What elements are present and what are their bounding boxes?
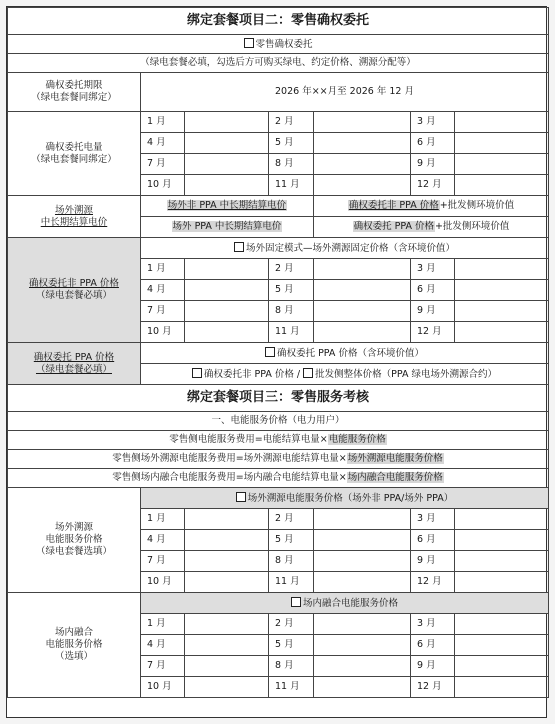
qty-cell[interactable]	[455, 154, 549, 175]
month-label: 9 月	[411, 301, 455, 322]
price-cell[interactable]	[314, 322, 411, 343]
trace-nonppa-formula: 确权委托非 PPA 价格+批发侧环境价值	[314, 196, 549, 217]
trace-ppa-price: 场外 PPA 中长期结算电价	[141, 217, 314, 238]
month-label: 2 月	[269, 614, 314, 635]
price-cell[interactable]	[455, 322, 549, 343]
section-2-title: 绑定套餐项目二：零售确权委托	[8, 8, 549, 35]
month-label: 2 月	[269, 112, 314, 133]
package-table	[7, 7, 549, 698]
price-cell[interactable]	[314, 259, 411, 280]
month-label: 7 月	[141, 656, 185, 677]
service-cell[interactable]	[455, 572, 549, 593]
nonppa-mode-row: 场外固定模式—场外溯源固定价格（含环境价值）	[141, 238, 549, 259]
service-cell[interactable]	[185, 677, 269, 698]
entrust-period-label: 确权委托期限 （绿电套餐同绑定）	[8, 73, 141, 112]
month-label: 1 月	[141, 259, 185, 280]
green-package-note: （绿电套餐必填，勾选后方可购买绿电、约定价格、溯源分配等）	[8, 54, 549, 73]
energy-service-section: 一、电能服务价格（电力用户）	[8, 412, 549, 431]
service-cell[interactable]	[314, 614, 411, 635]
formula-3: 零售侧场内融合电能服务费用=场内融合电能结算电量×场内融合电能服务价格	[8, 469, 549, 488]
month-label: 4 月	[141, 280, 185, 301]
price-cell[interactable]	[455, 280, 549, 301]
price-cell[interactable]	[185, 280, 269, 301]
month-label: 9 月	[411, 656, 455, 677]
infield-service-checkbox[interactable]	[291, 597, 301, 607]
service-cell[interactable]	[314, 509, 411, 530]
month-label: 10 月	[141, 572, 185, 593]
qty-cell[interactable]	[314, 175, 411, 196]
month-label: 11 月	[269, 322, 314, 343]
outfield-service-checkbox[interactable]	[236, 492, 246, 502]
month-label: 12 月	[411, 572, 455, 593]
service-cell[interactable]	[314, 572, 411, 593]
service-cell[interactable]	[185, 509, 269, 530]
trace-nonppa-price: 场外非 PPA 中长期结算电价	[141, 196, 314, 217]
month-label: 2 月	[269, 259, 314, 280]
service-cell[interactable]	[455, 635, 549, 656]
month-label: 11 月	[269, 677, 314, 698]
month-label: 5 月	[269, 133, 314, 154]
month-label: 12 月	[411, 175, 455, 196]
service-cell[interactable]	[455, 677, 549, 698]
service-cell[interactable]	[314, 677, 411, 698]
month-label: 8 月	[269, 154, 314, 175]
ppa-price-row: 确权委托 PPA 价格（含环境价值）	[141, 343, 549, 364]
qty-cell[interactable]	[185, 175, 269, 196]
qty-cell[interactable]	[455, 133, 549, 154]
month-label: 7 月	[141, 154, 185, 175]
month-label: 11 月	[269, 175, 314, 196]
retail-entrust-checkbox[interactable]	[244, 38, 254, 48]
trace-ppa-formula: 确权委托 PPA 价格+批发侧环境价值	[314, 217, 549, 238]
month-label: 7 月	[141, 551, 185, 572]
service-cell[interactable]	[185, 614, 269, 635]
month-label: 5 月	[269, 530, 314, 551]
price-cell[interactable]	[455, 259, 549, 280]
price-cell[interactable]	[455, 301, 549, 322]
service-cell[interactable]	[185, 551, 269, 572]
month-label: 12 月	[411, 677, 455, 698]
month-label: 2 月	[269, 509, 314, 530]
formula-1: 零售侧电能服务费用=电能结算电量×电能服务价格	[8, 431, 549, 450]
service-cell[interactable]	[455, 656, 549, 677]
month-label: 4 月	[141, 635, 185, 656]
service-cell[interactable]	[455, 530, 549, 551]
ppa-nonppa-checkbox[interactable]	[192, 368, 202, 378]
service-cell[interactable]	[185, 635, 269, 656]
formula-2: 零售侧场外溯源电能服务费用=场外溯源电能结算电量×场外溯源电能服务价格	[8, 450, 549, 469]
month-label: 10 月	[141, 322, 185, 343]
price-cell[interactable]	[314, 301, 411, 322]
month-label: 5 月	[269, 280, 314, 301]
service-cell[interactable]	[185, 572, 269, 593]
qty-cell[interactable]	[455, 112, 549, 133]
outfield-service-row: 场外溯源电能服务价格（场外非 PPA/场外 PPA）	[141, 488, 549, 509]
month-label: 4 月	[141, 530, 185, 551]
month-label: 1 月	[141, 509, 185, 530]
service-cell[interactable]	[314, 635, 411, 656]
price-cell[interactable]	[185, 322, 269, 343]
service-cell[interactable]	[455, 551, 549, 572]
entrust-period-value[interactable]: 2026 年××月至 2026 年 12 月	[141, 73, 549, 112]
ppa-price-checkbox[interactable]	[265, 347, 275, 357]
month-label: 1 月	[141, 614, 185, 635]
service-cell[interactable]	[455, 614, 549, 635]
contract-sheet	[6, 6, 547, 718]
month-label: 11 月	[269, 572, 314, 593]
qty-cell[interactable]	[314, 133, 411, 154]
month-label: 9 月	[411, 551, 455, 572]
month-label: 5 月	[269, 635, 314, 656]
qty-cell[interactable]	[185, 112, 269, 133]
month-label: 1 月	[141, 112, 185, 133]
nonppa-mode-checkbox[interactable]	[234, 242, 244, 252]
entrust-qty-label: 确权委托电量 （绿电套餐同绑定）	[8, 112, 141, 196]
month-label: 8 月	[269, 656, 314, 677]
month-label: 7 月	[141, 301, 185, 322]
month-label: 12 月	[411, 322, 455, 343]
service-cell[interactable]	[314, 530, 411, 551]
service-cell[interactable]	[185, 656, 269, 677]
qty-cell[interactable]	[185, 154, 269, 175]
nonppa-price-label: 确权委托非 PPA 价格 （绿电套餐必填）	[8, 238, 141, 343]
outfield-service-label: 场外溯源 电能服务价格 （绿电套餐选填）	[8, 488, 141, 593]
service-cell[interactable]	[185, 530, 269, 551]
section-3-title: 绑定套餐项目三：零售服务考核	[8, 385, 549, 412]
ppa-wholesale-checkbox[interactable]	[303, 368, 313, 378]
month-label: 6 月	[411, 133, 455, 154]
month-label: 9 月	[411, 154, 455, 175]
month-label: 3 月	[411, 614, 455, 635]
qty-cell[interactable]	[314, 112, 411, 133]
month-label: 8 月	[269, 551, 314, 572]
trace-settlement-label: 场外溯源 中长期结算电价	[8, 196, 141, 238]
month-label: 6 月	[411, 530, 455, 551]
month-label: 10 月	[141, 677, 185, 698]
month-label: 8 月	[269, 301, 314, 322]
price-cell[interactable]	[185, 301, 269, 322]
service-cell[interactable]	[455, 509, 549, 530]
ppa-price-label: 确权委托 PPA 价格 （绿电套餐必填）	[8, 343, 141, 385]
month-label: 3 月	[411, 259, 455, 280]
service-cell[interactable]	[314, 656, 411, 677]
infield-service-label: 场内融合 电能服务价格 （选填）	[8, 593, 141, 698]
month-label: 10 月	[141, 175, 185, 196]
month-label: 6 月	[411, 635, 455, 656]
infield-service-row: 场内融合电能服务价格	[141, 593, 549, 614]
price-cell[interactable]	[314, 280, 411, 301]
retail-entrust-label: 零售确权委托	[255, 38, 313, 50]
month-label: 3 月	[411, 112, 455, 133]
month-label: 3 月	[411, 509, 455, 530]
price-cell[interactable]	[185, 259, 269, 280]
service-cell[interactable]	[314, 551, 411, 572]
month-label: 4 月	[141, 133, 185, 154]
qty-cell[interactable]	[455, 175, 549, 196]
qty-cell[interactable]	[314, 154, 411, 175]
retail-entrust-checkbox-row	[8, 35, 549, 54]
ppa-alt-row: 确权委托非 PPA 价格 / 批发侧整体价格（PPA 绿电场外溯源合约）	[141, 364, 549, 385]
qty-cell[interactable]	[185, 133, 269, 154]
month-label: 6 月	[411, 280, 455, 301]
